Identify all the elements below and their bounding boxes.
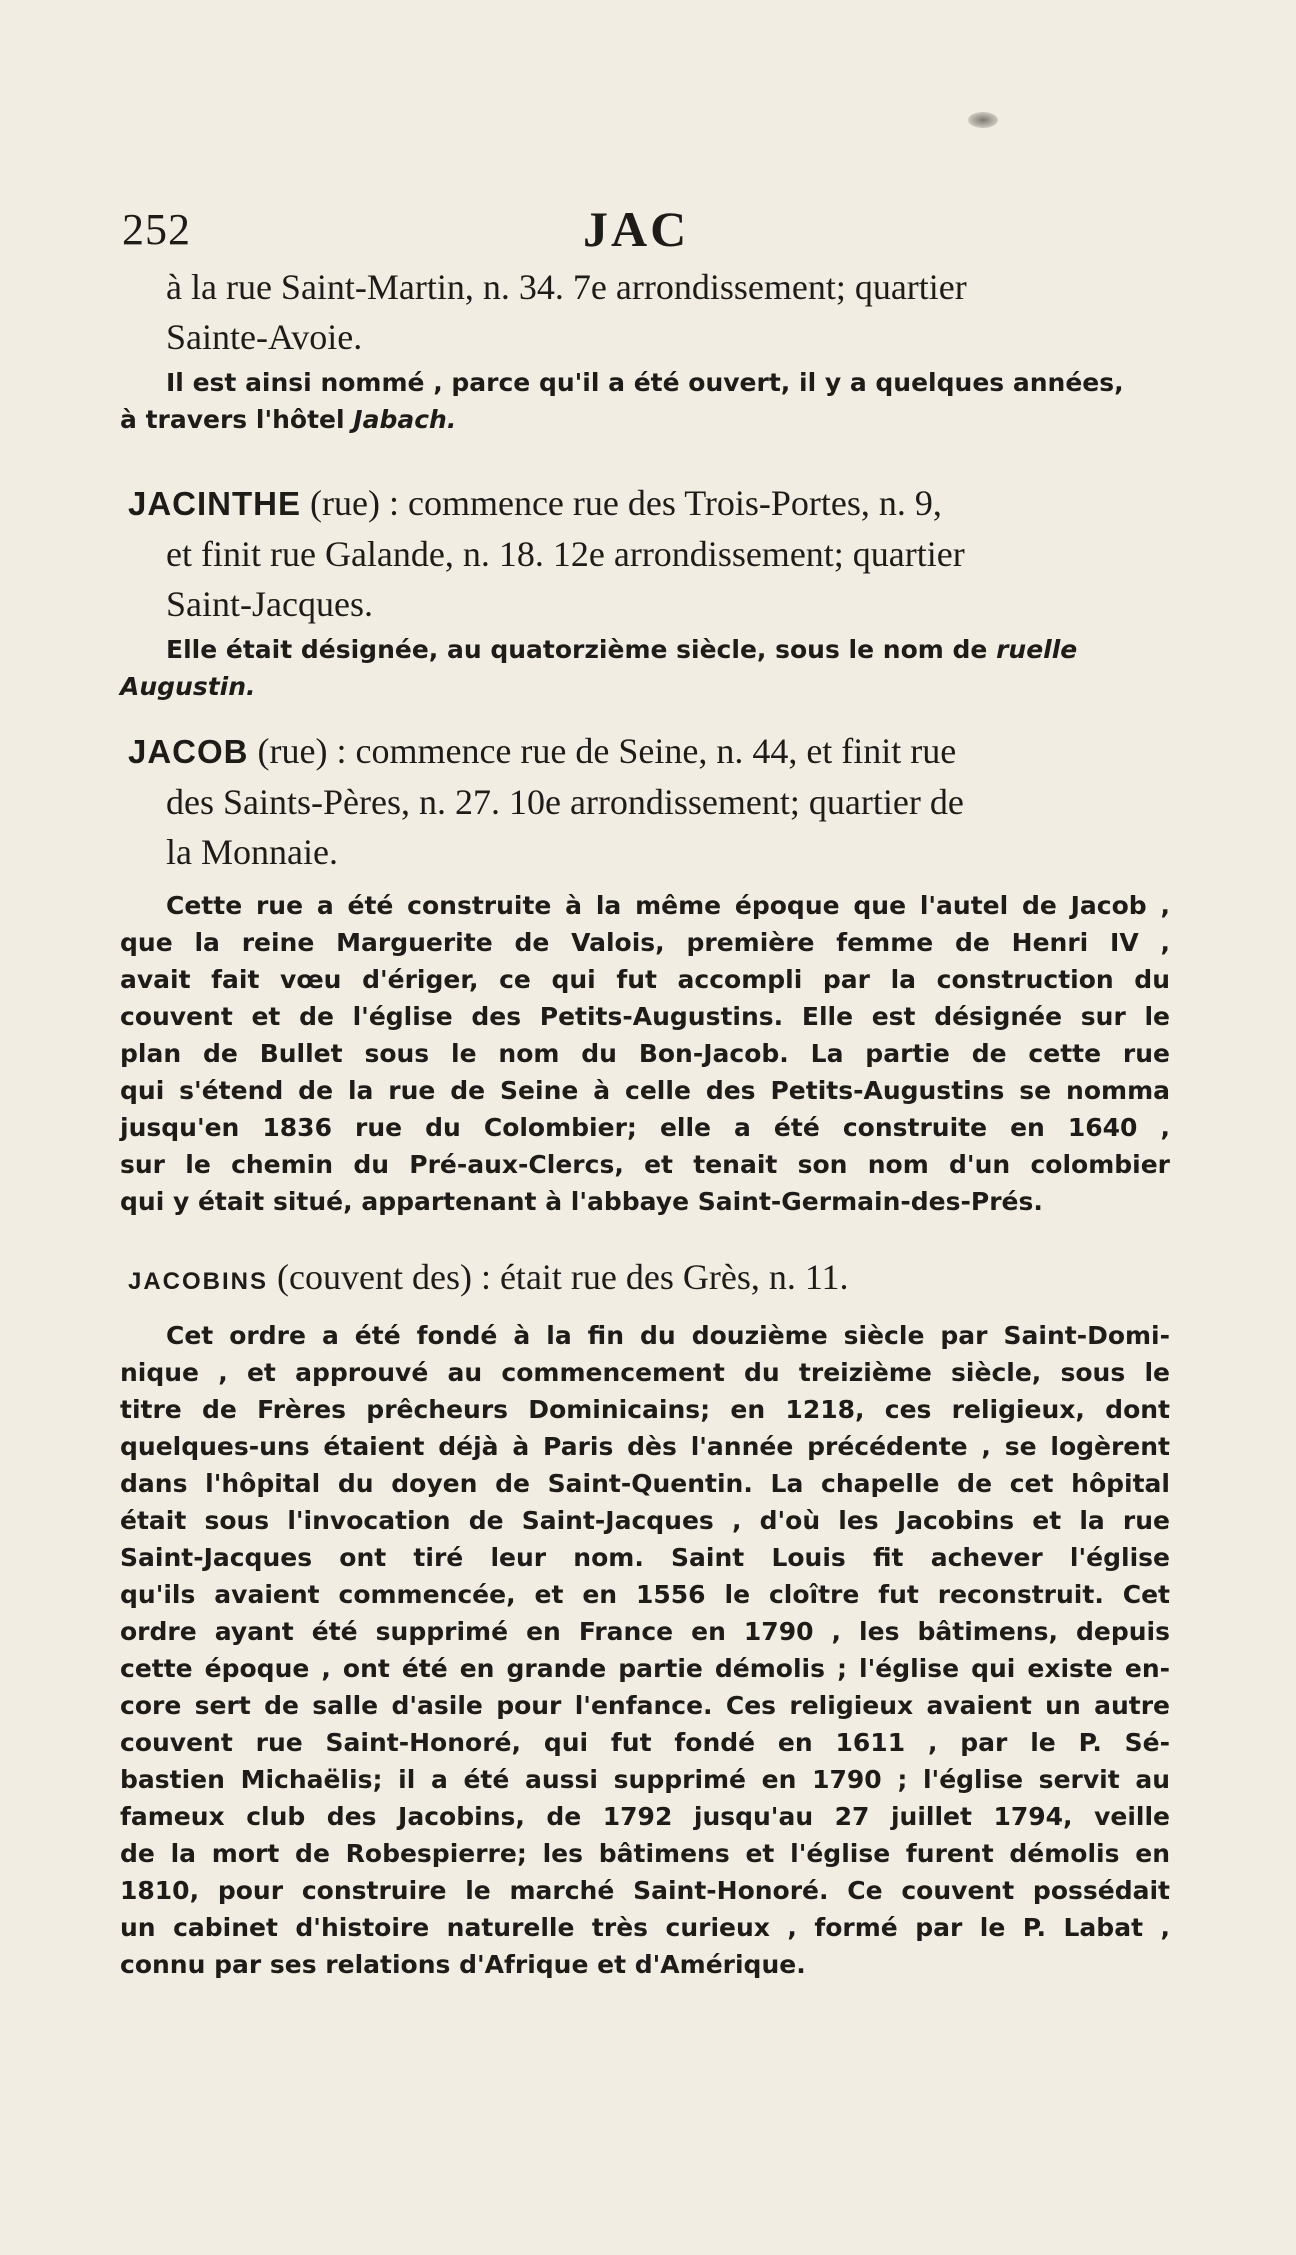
note-line: un cabinet d'histoire naturelle très curieux , formé par le P. Labat , [120,1913,1170,1942]
note-line: cette époque , ont été en grande partie démolis ; l'église qui existe en- [120,1654,1170,1683]
entry-jacobins [120,1252,1170,1983]
note-line: quelques-uns étaient déjà à Paris dès l'année précédente , se logèrent [120,1432,1170,1461]
note-italic: Augustin. [120,672,256,701]
note-line: Saint-Jacques ont tiré leur nom. Saint Louis fit achever l'église [120,1543,1170,1572]
entry-text: (rue) : commence rue des Trois-Portes, n. 9, [301,483,942,523]
note-line: jusqu'en 1836 rue du Colombier; elle a été construite en 1640 , [120,1113,1170,1142]
note-line: avait fait vœu d'ériger, ce qui fut accompli par la construction du [120,965,1170,994]
note-line: couvent rue Saint-Honoré, qui fut fondé en 1611 , par le P. Sé- [120,1728,1170,1757]
note-line: sur le chemin du Pré-aux-Clercs, et tenait son nom d'un colombier [120,1150,1170,1179]
note-line: fameux club des Jacobins, de 1792 jusqu'au 27 juillet 1794, veille [120,1802,1170,1831]
entry-continuation [120,262,1170,438]
entry-text: (rue) : commence rue de Seine, n. 44, et finit rue [248,731,957,771]
note-line: Cet ordre a été fondé à la fin du douzième siècle par Saint-Domi- [166,1321,1170,1350]
note-line: nique , et approuvé au commencement du treizième siècle, sous le [120,1358,1170,1387]
note-line: que la reine Marguerite de Valois, première femme de Henri IV , [120,928,1170,957]
entry-text-line: à la rue Saint-Martin, n. 34. 7e arrondissement; quartier [166,267,967,307]
note-italic: ruelle [996,635,1078,664]
note-line: couvent et de l'église des Petits-Augustins. Elle est désignée sur le [120,1002,1170,1031]
entry-text-line: et finit rue Galande, n. 18. 12e arrondissement; quartier [166,534,965,574]
note-line: de la mort de Robespierre; les bâtimens et l'église furent démolis en [120,1839,1170,1868]
entry-text-line: la Monnaie. [166,832,338,872]
note-line: ordre ayant été supprimé en France en 1790 , les bâtimens, depuis [120,1617,1170,1646]
note-italic: Jabach. [353,405,457,434]
note-line: qui y était situé, appartenant à l'abbaye Saint-Germain-des-Prés. [120,1187,1043,1216]
entry-jacob [120,726,1170,1220]
ink-smudge [968,112,998,128]
note-line: connu par ses relations d'Afrique et d'Amérique. [120,1950,806,1979]
note-line: Cette rue a été construite à la même époque que l'autel de Jacob , [166,891,1170,920]
entry-jacinthe [120,478,1170,705]
note-line: titre de Frères prêcheurs Dominicains; en 1218, ces religieux, dont [120,1395,1170,1424]
note-line: bastien Michaëlis; il a été aussi supprimé en 1790 ; l'église servit au [120,1765,1170,1794]
note-line: core sert de salle d'asile pour l'enfance. Ces religieux avaient un autre [120,1691,1170,1720]
note-line: qui s'étend de la rue de Seine à celle des Petits-Augustins se nomma [120,1076,1170,1105]
entry-text: (couvent des) : était rue des Grès, n. 11. [268,1257,849,1297]
entry-text-line: des Saints-Pères, n. 27. 10e arrondissement; quartier de [166,782,964,822]
running-head: JAC [583,201,690,257]
entry-term: JACOBINS [128,1268,269,1295]
entry-term: JACOB [128,733,249,770]
note-line: était sous l'invocation de Saint-Jacques , d'où les Jacobins et la rue [120,1506,1170,1535]
note-line: qu'ils avaient commencée, et en 1556 le cloître fut reconstruit. Cet [120,1580,1170,1609]
entry-text-line: Saint-Jacques. [166,584,373,624]
note-line: plan de Bullet sous le nom du Bon-Jacob. La partie de cette rue [120,1039,1170,1068]
note-text: Elle était désignée, au quatorzième siècle, sous le nom de [166,635,997,664]
page-number: 252 [122,205,191,254]
note-text: à travers l'hôtel [120,405,354,434]
note-line: Il est ainsi nommé , parce qu'il a été ouvert, il y a quelques années, [166,368,1124,397]
note-line: dans l'hôpital du doyen de Saint-Quentin. La chapelle de cet hôpital [120,1469,1170,1498]
note-line: 1810, pour construire le marché Saint-Honoré. Ce couvent possédait [120,1876,1170,1905]
entry-term: JACINTHE [128,485,302,522]
entry-text-line: Sainte-Avoie. [166,317,363,357]
